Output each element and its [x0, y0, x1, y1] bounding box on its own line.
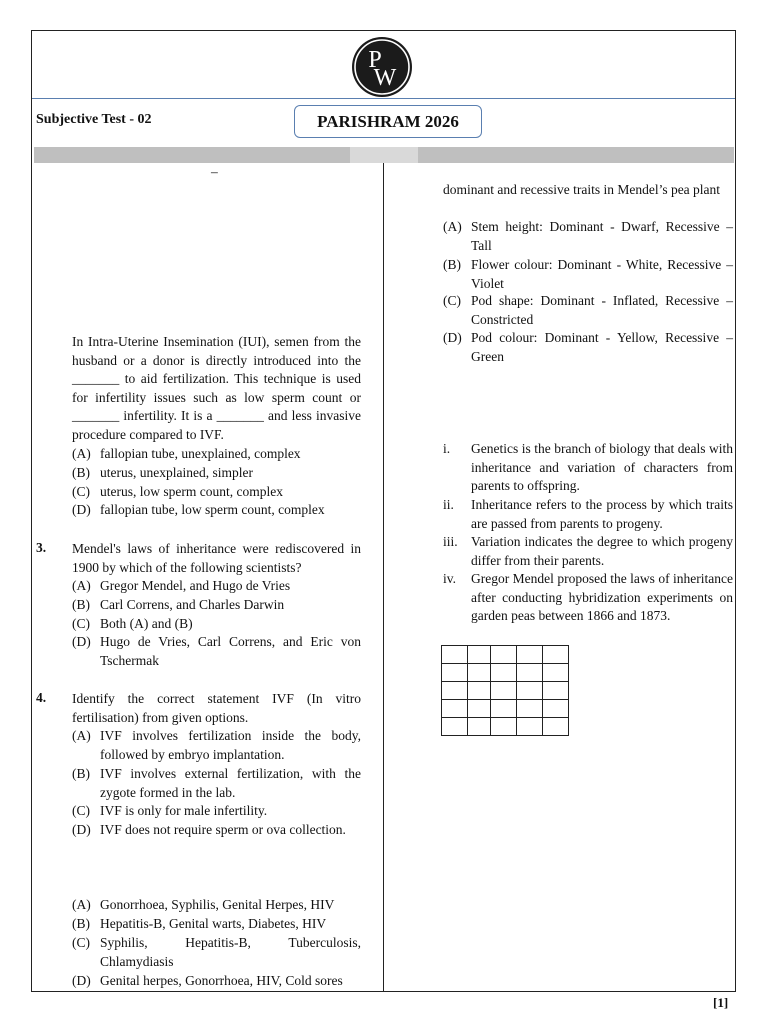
q7-statement-i: i. Genetics is the branch of biology that deals with inheritance and variation of characters from parents to offspring. [443, 441, 733, 494]
q2-text: In Intra-Uterine Insemination (IUI), semen from the husband or a donor is directly introduced into the _______ to aid fertilization. This technique is used for infertility issues such as low sperm count or _______ infertility. It is a _______ and less invasive procedure compared to IVF. [72, 334, 361, 442]
dash-mark: – [211, 164, 218, 179]
q5-option-c[interactable]: (C) Syphilis, Hepatitis-B, Tuberculosis, Chlamydiasis [72, 935, 361, 969]
q7-statement-ii: ii. Inheritance refers to the process by which traits are passed from parents to progeny. [443, 497, 733, 531]
page-number: [1] [713, 995, 729, 1010]
q7-statement-iv: iv. Gregor Mendel proposed the laws of inheritance after conducting hybridization experiments on garden peas between 1866 and 1873. [443, 571, 733, 624]
test-name: Subjective Test - 02 [36, 112, 152, 127]
svg-text:W: W [373, 65, 397, 91]
q6-option-a[interactable]: (A) Stem height: Dominant - Dwarf, Recessive – Tall [443, 219, 733, 253]
q6-option-d[interactable]: (D) Pod colour: Dominant - Yellow, Recessive – Green [443, 330, 733, 364]
exam-title: PARISHRAM 2026 [294, 105, 482, 138]
header-divider [32, 98, 735, 99]
q6-text: dominant and recessive traits in Mendel’s pea plant [443, 182, 721, 197]
section-bar-gap [350, 147, 418, 163]
q4-option-a[interactable]: (A) IVF involves fertilization inside the body, followed by embryo implantation. [72, 728, 361, 762]
q4-option-b[interactable]: (B) IVF involves external fertilization, with the zygote formed in the lab. [72, 766, 361, 800]
q4-text: Identify the correct statement IVF (In vitro fertilisation) from given options. [72, 691, 361, 725]
svg-text:P: P [368, 47, 382, 73]
q7-statement-iii: iii. Variation indicates the degree to which progeny differ from their parents. [443, 534, 733, 568]
answer-grid [441, 645, 569, 736]
q3-number: 3. [36, 540, 47, 555]
q6-option-c[interactable]: (C) Pod shape: Dominant - Inflated, Recessive – Constricted [443, 293, 733, 327]
q3-option-d[interactable]: (D) Hugo de Vries, Carl Correns, and Eric von Tschermak [72, 634, 361, 668]
q6-option-b[interactable]: (B) Flower colour: Dominant - White, Recessive – Violet [443, 257, 733, 291]
q4-number: 4. [36, 690, 47, 705]
pw-logo [352, 37, 412, 97]
column-divider [383, 163, 384, 992]
q3-text: Mendel's laws of inheritance were rediscovered in 1900 by which of the following scientists? [72, 541, 361, 575]
